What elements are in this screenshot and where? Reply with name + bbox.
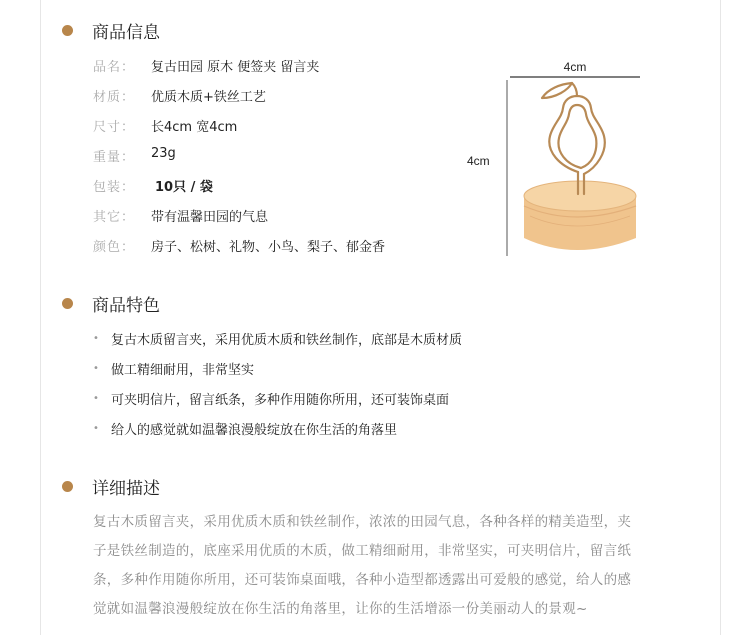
info-value: 10只 / 袋 bbox=[155, 180, 213, 195]
info-label: 材质： bbox=[93, 90, 136, 105]
feature-item bbox=[93, 359, 254, 378]
detail-section-title: 详细描述 bbox=[92, 479, 160, 499]
info-value: 23g bbox=[151, 146, 176, 161]
info-label: 颜色： bbox=[93, 240, 136, 255]
features-section-title: 商品特色 bbox=[92, 296, 160, 316]
description-line: 子是铁丝制造的，底座采用优质的木质，做工精细耐用，非常坚实，可夹明信片，留言纸 bbox=[93, 543, 632, 559]
list-bullet-icon: • bbox=[93, 393, 99, 404]
info-value: 带有温馨田园的气息 bbox=[151, 210, 269, 225]
info-value: 房子、松树、礼物、小鸟、梨子、郁金香 bbox=[151, 240, 386, 255]
feature-text: 复古木质留言夹，采用优质木质和铁丝制作，底部是木质材质 bbox=[111, 333, 463, 348]
feature-item bbox=[93, 419, 397, 438]
feature-text: 给人的感觉就如温馨浪漫般绽放在你生活的角落里 bbox=[111, 423, 398, 438]
bullet-dot-icon bbox=[62, 481, 73, 492]
bullet-dot-icon bbox=[62, 298, 73, 309]
info-row-package bbox=[93, 176, 213, 195]
info-label: 重量： bbox=[93, 150, 136, 165]
description-line: 觉就如温馨浪漫般绽放在你生活的角落里，让你的生活增添一份美丽动人的景观~ bbox=[93, 601, 588, 617]
description-paragraph bbox=[93, 508, 693, 624]
feature-item bbox=[93, 329, 462, 348]
left-border bbox=[40, 0, 41, 635]
info-row-name bbox=[93, 56, 319, 75]
info-row-weight bbox=[93, 146, 176, 165]
feature-text: 可夹明信片，留言纸条，多种作用随你所用，还可装饰桌面 bbox=[111, 393, 450, 408]
info-value: 长4cm 宽4cm bbox=[151, 120, 238, 135]
info-row-material bbox=[93, 86, 266, 105]
right-border bbox=[720, 0, 721, 635]
info-row-other bbox=[93, 206, 268, 225]
info-section-header bbox=[62, 18, 160, 43]
list-bullet-icon: • bbox=[93, 423, 99, 434]
list-bullet-icon: • bbox=[93, 333, 99, 344]
width-dimension-label: 4cm bbox=[563, 60, 587, 74]
info-label: 尺寸： bbox=[93, 120, 136, 135]
info-value: 优质木质+铁丝工艺 bbox=[151, 90, 266, 105]
feature-item bbox=[93, 389, 449, 408]
height-dimension-label: 4cm bbox=[467, 154, 490, 168]
feature-text: 做工精细耐用，非常坚实 bbox=[111, 363, 255, 378]
info-row-size bbox=[93, 116, 237, 135]
description-line: 条，多种作用随你所用，还可装饰桌面哦，各种小造型都透露出可爱般的感觉，给人的感 bbox=[93, 572, 632, 588]
pear-clip-illustration bbox=[460, 56, 690, 286]
info-label: 其它： bbox=[93, 210, 136, 225]
info-label: 品名： bbox=[93, 60, 136, 75]
detail-section-header bbox=[62, 474, 160, 499]
features-section-header bbox=[62, 291, 160, 316]
bullet-dot-icon bbox=[62, 25, 73, 36]
info-section-title: 商品信息 bbox=[92, 23, 160, 43]
description-line: 复古木质留言夹，采用优质木质和铁丝制作，浓浓的田园气息，各种各样的精美造型，夹 bbox=[93, 514, 632, 530]
info-row-color bbox=[93, 236, 385, 255]
list-bullet-icon: • bbox=[93, 363, 99, 374]
info-value: 复古田园 原木 便签夹 留言夹 bbox=[151, 60, 320, 75]
info-label: 包装： bbox=[93, 180, 136, 195]
product-image bbox=[460, 56, 690, 286]
